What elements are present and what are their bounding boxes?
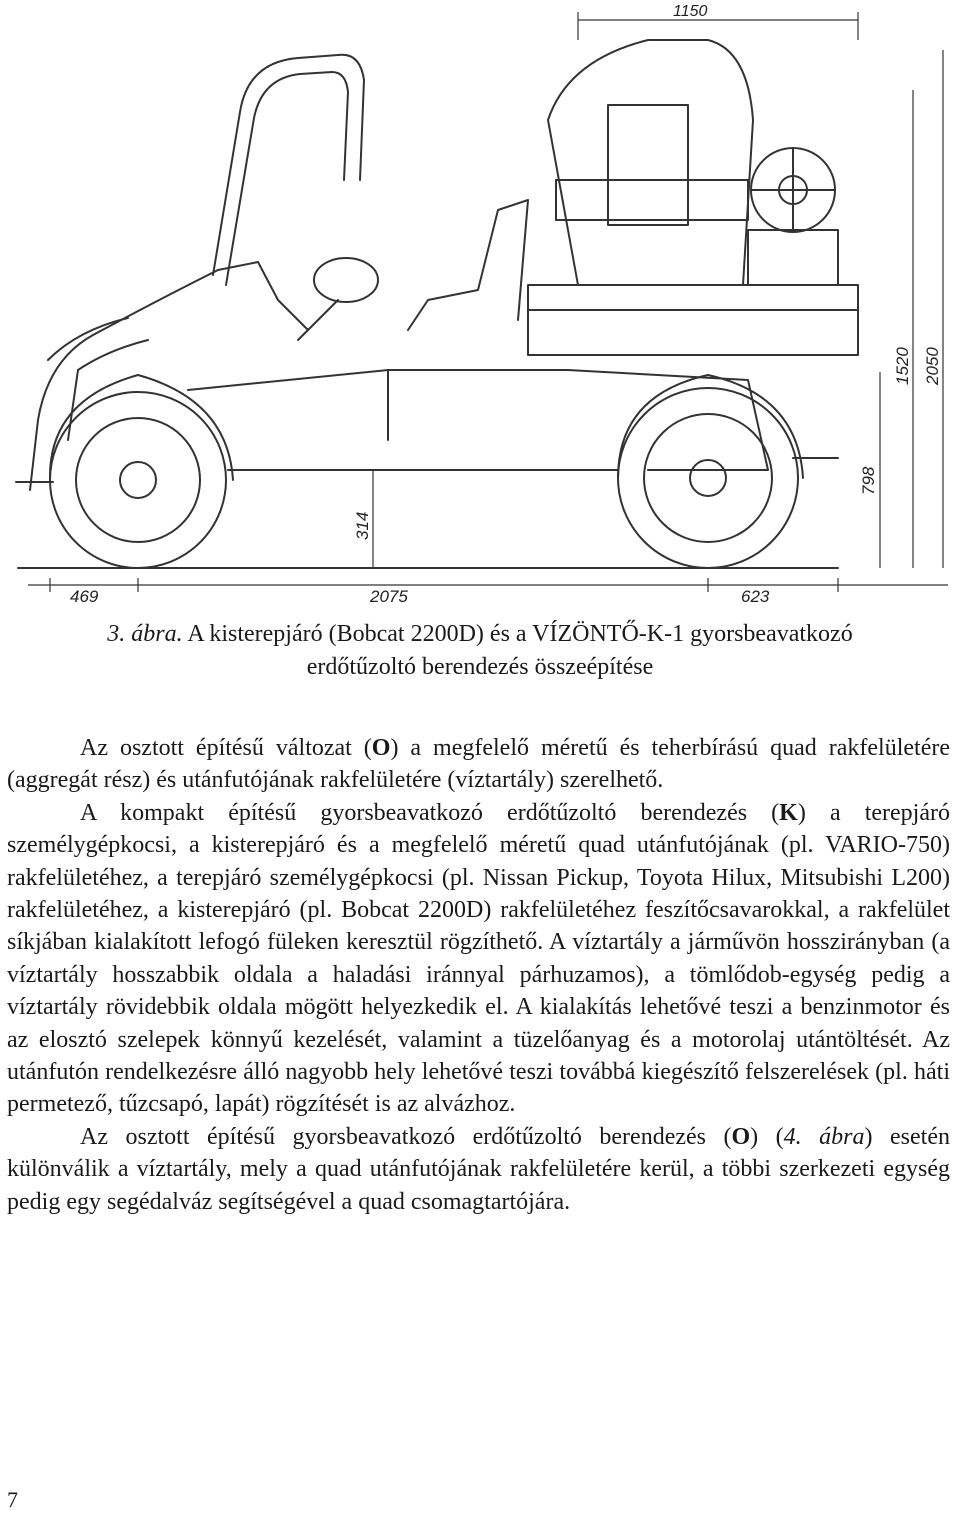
- water-tank: [548, 40, 753, 285]
- p3-text-c: ) esetén különválik a víztartály, mely a quad utánfutójának rakfelületére kerül, a többi szerkezeti egység pedig egy segédalváz segítségével a quad csomagtartójára.: [7, 1123, 950, 1215]
- p1-text-b: ) a megfelelő méretű és teherbírású quad rakfelületére (aggregát rész) és utánfutójának rakfelületére (víztartály) szerelhető.: [7, 735, 950, 794]
- p2-text-a: A kompakt építésű gyorsbeavatkozó erdőtűzoltó berendezés (: [80, 799, 780, 826]
- dim-top-length: 1150: [673, 3, 708, 20]
- p2-text-b: ) a terepjáró személygépkocsi, a kisterepjáró és a megfelelő méretű quad utánfutójának (pl. VARIO-750) rakfelületéhez, a terepjáró személygépkocsi (pl. Nissan Pickup, Toyota Hilux, Mitsubishi L200) rakfelületéhez, a kisterepjáró (pl. Bobcat 2200D) rakfelületéhez feszítőcsavarokkal, a rakfelület síkjában kialakított lefogó füleken keresztül rögzíthető. A víztartály a járművön hosszirányban (a víztartály hosszabbik oldala a haladási iránnyal párhuzamos), a tömlődob-egység pedig a víztartály rövidebbik oldala mögött helyezkedik el. A kialakítás lehetővé teszi a benzinmotor és az elosztó szelepek könnyű kezelését, valamint a tüzelőanyag és a motorolaj utántöltését. Az utánfutón rendelkezésre álló nagyobb hely lehetővé teszi továbbá kiegészítő felszerelések (pl. háti permetező, tűzcsapó, lapát) rögzítését is az alvázhoz.: [7, 799, 950, 1118]
- dim-wheelbase: 2075: [370, 587, 408, 606]
- paragraph-2: [7, 797, 950, 1121]
- steering-wheel: [314, 258, 378, 302]
- dim-height-bed: 798: [859, 466, 878, 495]
- p1-text-a: Az osztott építésű változat (: [80, 735, 372, 761]
- body-text: [7, 732, 950, 1218]
- vehicle-technical-drawing: [8, 0, 952, 610]
- caption-line-2: erdőtűzoltó berendezés összeépítése: [306, 654, 654, 680]
- p2-bold-k: K: [779, 799, 798, 826]
- caption-label: 3. ábra.: [107, 621, 183, 647]
- p3-bold-o: O: [731, 1123, 751, 1150]
- seat: [408, 200, 528, 330]
- steering-column: [298, 300, 338, 340]
- dim-ground-clearance: 314: [353, 511, 372, 540]
- p3-text-b: ) (: [750, 1123, 784, 1150]
- cargo-bed: [528, 285, 858, 355]
- dim-rear-overhang: 623: [741, 587, 770, 606]
- roll-cage: [213, 55, 364, 275]
- dim-front-overhang: 469: [70, 587, 99, 606]
- p3-text-a: Az osztott építésű gyorsbeavatkozó erdőtűzoltó berendezés (: [80, 1123, 732, 1150]
- dim-height-tank: 1520: [893, 347, 912, 385]
- front-body: [30, 262, 308, 490]
- page-number: 7: [7, 1487, 18, 1512]
- p3-figure-ref: 4. ábra: [783, 1123, 865, 1150]
- paragraph-1: [7, 732, 950, 797]
- paragraph-3: [7, 1121, 950, 1218]
- figure-caption: [0, 618, 960, 684]
- p1-bold-o: O: [371, 735, 391, 761]
- caption-line-1: [0, 618, 960, 651]
- caption-text-1: A kisterepjáró (Bobcat 2200D) és a VÍZÖNTŐ-K-1 gyorsbeavatkozó: [187, 621, 853, 647]
- dim-height-total: 2050: [923, 347, 942, 385]
